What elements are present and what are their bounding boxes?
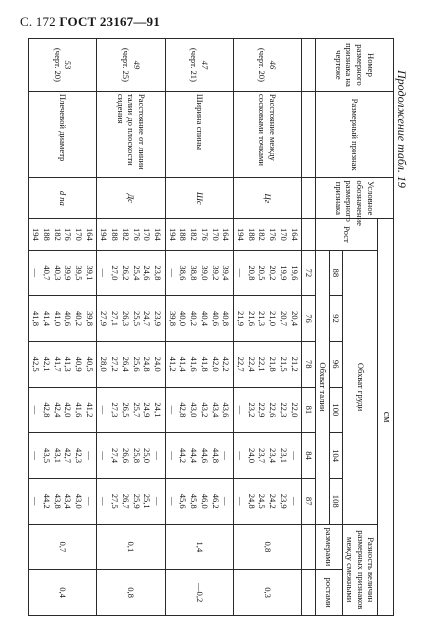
measurement-value: 22,9	[257, 402, 268, 418]
rost-value: 164	[289, 227, 300, 241]
measurement-value: 26,3	[120, 311, 131, 327]
measurement-value: 25,0	[142, 448, 153, 464]
measurement-value: 25,5	[131, 311, 142, 327]
measurement-value: 27,3	[110, 402, 121, 418]
measurement-value: 21,8	[268, 356, 279, 372]
diff-by-size: 0,7	[29, 524, 97, 570]
measurement-value: —	[236, 451, 246, 460]
row-rost-values	[97, 219, 165, 250]
row-rost-values	[233, 219, 301, 250]
measurement-value: 28,0	[99, 356, 110, 372]
rost-value: 164	[221, 227, 232, 241]
rost-value: 194	[99, 227, 110, 241]
row-symbol: Дс	[97, 178, 165, 219]
header-talii-78: 78	[302, 341, 316, 387]
measurement-value: 24,8	[246, 493, 257, 509]
header-talii-81: 81	[302, 387, 316, 433]
measurement-value: —	[99, 451, 110, 460]
standard-code: ГОСТ 23167—91	[59, 14, 160, 29]
rost-value: 182	[120, 227, 131, 241]
row-drawing-ref: (черт. 20)	[257, 47, 268, 82]
measurement-column	[165, 296, 233, 342]
measurement-column	[29, 341, 97, 387]
measurement-column	[233, 478, 301, 524]
measurement-column	[29, 296, 97, 342]
measurement-value: 41,2	[84, 402, 95, 418]
measurement-value: 22,3	[278, 402, 289, 418]
header-obhvat-talii: Обхват талии	[315, 250, 329, 524]
table-body	[29, 39, 302, 616]
measurement-value: —	[99, 496, 110, 506]
measurement-value: 42,1	[41, 356, 52, 372]
rost-value: 182	[257, 227, 268, 241]
diff-by-height: 0,4	[29, 570, 97, 616]
measurement-value: 43,0	[74, 493, 85, 509]
header-razmerami: размерами	[315, 524, 342, 570]
measurement-value: 41,2	[167, 356, 178, 372]
row-number-cell	[165, 39, 233, 92]
table-area	[28, 38, 394, 616]
measurement-value: —	[167, 268, 178, 278]
measurement-value: 21,0	[268, 311, 279, 327]
measurement-value: —	[31, 451, 42, 460]
header-obhvat-grudi: Обхват груди	[343, 250, 378, 524]
header-grudi-100: 100	[329, 387, 343, 433]
measurement-column	[97, 433, 165, 479]
measurement-column	[29, 433, 97, 479]
header-name: Размерный признак	[315, 91, 393, 178]
measurement-value: 38,6	[178, 265, 189, 281]
measurement-value: 20,8	[246, 265, 257, 281]
measurement-value: 22,6	[268, 402, 279, 418]
row-name: Расстояние между сосковыми точками	[233, 91, 301, 178]
measurement-value: 44,2	[178, 448, 189, 464]
measurement-column	[165, 341, 233, 387]
measurement-value: 42,0	[63, 402, 74, 418]
rost-value: 188	[110, 227, 121, 241]
measurement-value: 45,6	[178, 493, 189, 509]
header-grudi-96: 96	[329, 341, 343, 387]
measurement-value: —	[236, 496, 246, 506]
measurement-column	[97, 341, 165, 387]
table-row	[165, 39, 233, 616]
header-grudi-92: 92	[329, 296, 343, 342]
measurement-value: 27,1	[110, 311, 121, 327]
measurement-column	[165, 250, 233, 296]
row-number: 49	[131, 60, 142, 70]
measurement-value: 39,0	[199, 265, 210, 281]
table-row	[29, 39, 97, 616]
measurement-column	[97, 387, 165, 433]
measurement-column	[165, 387, 233, 433]
measurement-value: 26,7	[120, 493, 131, 509]
row-number-cell	[29, 39, 97, 92]
measurement-column	[233, 296, 301, 342]
measurement-value: —	[31, 496, 42, 506]
measurement-value: 39,5	[74, 265, 85, 281]
header-unit: см	[378, 219, 394, 616]
header-grudi-88: 88	[329, 250, 343, 296]
row-number: 53	[63, 60, 74, 70]
measurement-value: —	[167, 451, 178, 460]
rost-value: 170	[210, 227, 221, 241]
measurement-value: 24,6	[142, 265, 153, 281]
measurement-value: 40,6	[210, 311, 221, 327]
measurement-value: 23,9	[153, 311, 164, 327]
rost-value: 164	[84, 227, 95, 241]
measurement-value: 44,8	[210, 448, 221, 464]
header-spacer	[302, 178, 316, 219]
measurement-value: 42,8	[41, 402, 52, 418]
row-number-cell	[233, 39, 301, 92]
measurement-column	[29, 250, 97, 296]
header-talii-76: 76	[302, 296, 316, 342]
measurement-value: 41,6	[74, 402, 85, 418]
measurement-value: 41,3	[63, 356, 74, 372]
rost-value: 194	[31, 227, 42, 241]
rost-value: 194	[236, 227, 246, 241]
measurement-value: 43,1	[52, 448, 63, 464]
measurement-value: 22,0	[289, 402, 300, 418]
measurement-value: 40,2	[74, 311, 85, 327]
measurement-value: 22,7	[236, 356, 246, 372]
measurement-value: 27,4	[110, 448, 121, 464]
measurement-value: 22,4	[246, 356, 257, 372]
measurement-column	[233, 250, 301, 296]
measurement-value: 41,7	[52, 356, 63, 372]
measurement-value: 39,4	[221, 265, 232, 281]
row-symbol: Шс	[165, 178, 233, 219]
measurement-value: 39,2	[210, 265, 221, 281]
measurement-value: —	[221, 451, 232, 460]
measurement-value: —	[153, 451, 164, 460]
rost-value: 170	[278, 227, 289, 241]
measurement-value: 43,8	[52, 493, 63, 509]
measurement-value: —	[84, 451, 95, 460]
header-spacer	[302, 570, 316, 616]
measurement-value: 46,2	[210, 493, 221, 509]
measurement-value: 24,8	[142, 356, 153, 372]
measurement-value: 40,4	[199, 311, 210, 327]
measurement-value: 25,4	[131, 265, 142, 281]
measurement-value: 41,8	[199, 356, 210, 372]
rost-value: 170	[142, 227, 153, 241]
row-number-cell	[97, 39, 165, 92]
measurement-value: 21,9	[236, 311, 246, 327]
measurement-value: 43,0	[189, 402, 200, 418]
measurement-value: —	[99, 268, 110, 278]
rost-value: 170	[74, 227, 85, 241]
measurement-value: 38,8	[189, 265, 200, 281]
page-number: С. 172	[20, 14, 56, 29]
page-header	[20, 14, 160, 30]
measurement-value: 39,8	[84, 311, 95, 327]
measurement-column	[233, 433, 301, 479]
rost-value: 188	[41, 227, 52, 241]
header-raznost: Разность величин размерных признаков между смежными	[343, 524, 378, 615]
measurement-value: 40,0	[178, 311, 189, 327]
row-drawing-ref: (черт. 20)	[52, 47, 63, 82]
measurement-value: 23,4	[268, 448, 279, 464]
rost-value: 176	[63, 227, 74, 241]
measurement-value: 20,7	[278, 311, 289, 327]
measurement-column	[97, 478, 165, 524]
measurement-value: 42,2	[221, 356, 232, 372]
measurement-value: 21,5	[278, 356, 289, 372]
measurement-value: 40,8	[221, 311, 232, 327]
measurement-value: 25,8	[131, 448, 142, 464]
header-spacer	[302, 91, 316, 178]
row-number: 47	[199, 60, 210, 70]
measurement-value: —	[236, 268, 246, 278]
measurement-value: —	[84, 496, 95, 506]
header-rost: Рост	[315, 219, 378, 250]
header-talii-72: 72	[302, 250, 316, 296]
row-number: 46	[268, 60, 279, 70]
measurement-value: 44,2	[41, 493, 52, 509]
measurement-value: 26,4	[120, 356, 131, 372]
measurement-value: 40,5	[84, 356, 95, 372]
measurement-value: 43,5	[41, 448, 52, 464]
continuation-label: Продолжение табл. 19	[395, 70, 409, 188]
rost-value: 182	[189, 227, 200, 241]
header-spacer	[302, 524, 316, 570]
row-drawing-ref: (черт. 25)	[120, 47, 131, 82]
rost-value: 176	[131, 227, 142, 241]
diff-by-height: —0,2	[165, 570, 233, 616]
measurement-value: —	[153, 496, 164, 506]
measurement-value: 27,9	[99, 311, 110, 327]
measurement-value: 42,8	[178, 402, 189, 418]
size-table	[28, 38, 394, 616]
measurement-value: 24,1	[153, 402, 164, 418]
measurement-value: 20,5	[257, 265, 268, 281]
measurement-value: 26,6	[120, 448, 131, 464]
table-row	[233, 39, 301, 616]
measurement-column	[165, 478, 233, 524]
diff-by-size: 1,4	[165, 524, 233, 570]
measurement-value: 27,5	[110, 493, 121, 509]
row-name: Плечевой диаметр	[29, 91, 97, 178]
measurement-value: 25,6	[131, 356, 142, 372]
measurement-value: —	[31, 268, 42, 278]
measurement-value: 42,3	[74, 448, 85, 464]
measurement-value: 21,2	[289, 356, 300, 372]
measurement-value: 40,2	[189, 311, 200, 327]
rost-value: 188	[246, 227, 257, 241]
measurement-value: 40,3	[52, 265, 63, 281]
measurement-value: 25,7	[131, 402, 142, 418]
measurement-value: 40,6	[63, 311, 74, 327]
measurement-value: 19,9	[278, 265, 289, 281]
measurement-value: 19,6	[289, 265, 300, 281]
measurement-value: 22,1	[257, 356, 268, 372]
measurement-column	[97, 250, 165, 296]
measurement-value: 23,9	[278, 493, 289, 509]
row-symbol: d па	[29, 178, 97, 219]
measurement-value: 39,9	[63, 265, 74, 281]
row-name: Ширина спины	[165, 91, 233, 178]
measurement-value: 27,2	[110, 356, 121, 372]
header-rostami: ростами	[315, 570, 342, 616]
header-grudi-108: 108	[329, 478, 343, 524]
diff-by-size: 0,1	[97, 524, 165, 570]
row-name: Расстояние от линии талии до плоскости сидения	[97, 91, 165, 178]
measurement-value: 41,4	[178, 356, 189, 372]
row-rost-values	[29, 219, 97, 250]
rost-value: 188	[178, 227, 189, 241]
measurement-column	[233, 387, 301, 433]
measurement-value: 39,1	[84, 265, 95, 281]
measurement-value: 46,0	[199, 493, 210, 509]
measurement-value: 43,4	[63, 493, 74, 509]
measurement-value: 27,0	[110, 265, 121, 281]
rotated-table-wrapper	[28, 38, 394, 616]
measurement-value: 44,4	[189, 448, 200, 464]
measurement-value: —	[236, 405, 246, 415]
measurement-value: 21,6	[246, 311, 257, 327]
header-spacer	[302, 219, 316, 250]
measurement-value: 42,4	[52, 402, 63, 418]
measurement-value: —	[167, 405, 178, 415]
measurement-value: —	[31, 405, 42, 415]
measurement-column	[29, 387, 97, 433]
measurement-value: 42,7	[63, 448, 74, 464]
measurement-value: —	[167, 496, 178, 506]
table-row	[97, 39, 165, 616]
rost-value: 194	[167, 227, 178, 241]
measurement-value: 24,2	[268, 493, 279, 509]
measurement-value: 41,6	[189, 356, 200, 372]
measurement-value: 26,2	[120, 265, 131, 281]
measurement-value: 45,8	[189, 493, 200, 509]
header-num: Номер размерного признака на чертеже	[315, 39, 393, 92]
measurement-value: 23,2	[246, 402, 257, 418]
measurement-value: 24,0	[246, 448, 257, 464]
rost-value: 176	[199, 227, 210, 241]
measurement-value: —	[289, 451, 300, 460]
row-rost-values	[165, 219, 233, 250]
measurement-value: 24,9	[142, 402, 153, 418]
measurement-value: 24,0	[153, 356, 164, 372]
measurement-value: 44,6	[199, 448, 210, 464]
header-talii-84: 84	[302, 433, 316, 479]
measurement-column	[97, 296, 165, 342]
measurement-value: 20,4	[289, 311, 300, 327]
measurement-value: 42,5	[31, 356, 42, 372]
measurement-value: 43,2	[199, 402, 210, 418]
header-symbol: Условное обозначение размерного признака	[315, 178, 393, 219]
measurement-value: 26,5	[120, 402, 131, 418]
diff-by-height: 0,8	[97, 570, 165, 616]
row-drawing-ref: (черт. 21)	[189, 47, 200, 82]
measurement-value: 25,1	[142, 493, 153, 509]
row-symbol: Цг	[233, 178, 301, 219]
measurement-value: 41,0	[52, 311, 63, 327]
measurement-value: 43,6	[221, 402, 232, 418]
measurement-value: 24,7	[142, 311, 153, 327]
measurement-value: —	[221, 496, 232, 506]
measurement-value: 42,0	[210, 356, 221, 372]
diff-by-size: 0,8	[233, 524, 301, 570]
measurement-value: 40,9	[74, 356, 85, 372]
measurement-value: 41,4	[41, 311, 52, 327]
measurement-value: 21,3	[257, 311, 268, 327]
measurement-value: 41,8	[31, 311, 42, 327]
header-spacer	[302, 39, 316, 92]
measurement-value: 43,4	[210, 402, 221, 418]
header-talii-87: 87	[302, 478, 316, 524]
measurement-value: 23,8	[153, 265, 164, 281]
measurement-value: 23,7	[257, 448, 268, 464]
measurement-value: —	[99, 405, 110, 415]
measurement-column	[165, 433, 233, 479]
measurement-column	[233, 341, 301, 387]
rost-value: 164	[153, 227, 164, 241]
measurement-value: 23,1	[278, 448, 289, 464]
measurement-column	[29, 478, 97, 524]
measurement-value: —	[289, 496, 300, 506]
header-grudi-104: 104	[329, 433, 343, 479]
diff-by-height: 0,3	[233, 570, 301, 616]
measurement-value: 20,2	[268, 265, 279, 281]
measurement-value: 25,9	[131, 493, 142, 509]
measurement-value: 24,5	[257, 493, 268, 509]
measurement-value: 40,7	[41, 265, 52, 281]
rost-value: 182	[52, 227, 63, 241]
measurement-value: 39,8	[167, 311, 178, 327]
rost-value: 176	[268, 227, 279, 241]
